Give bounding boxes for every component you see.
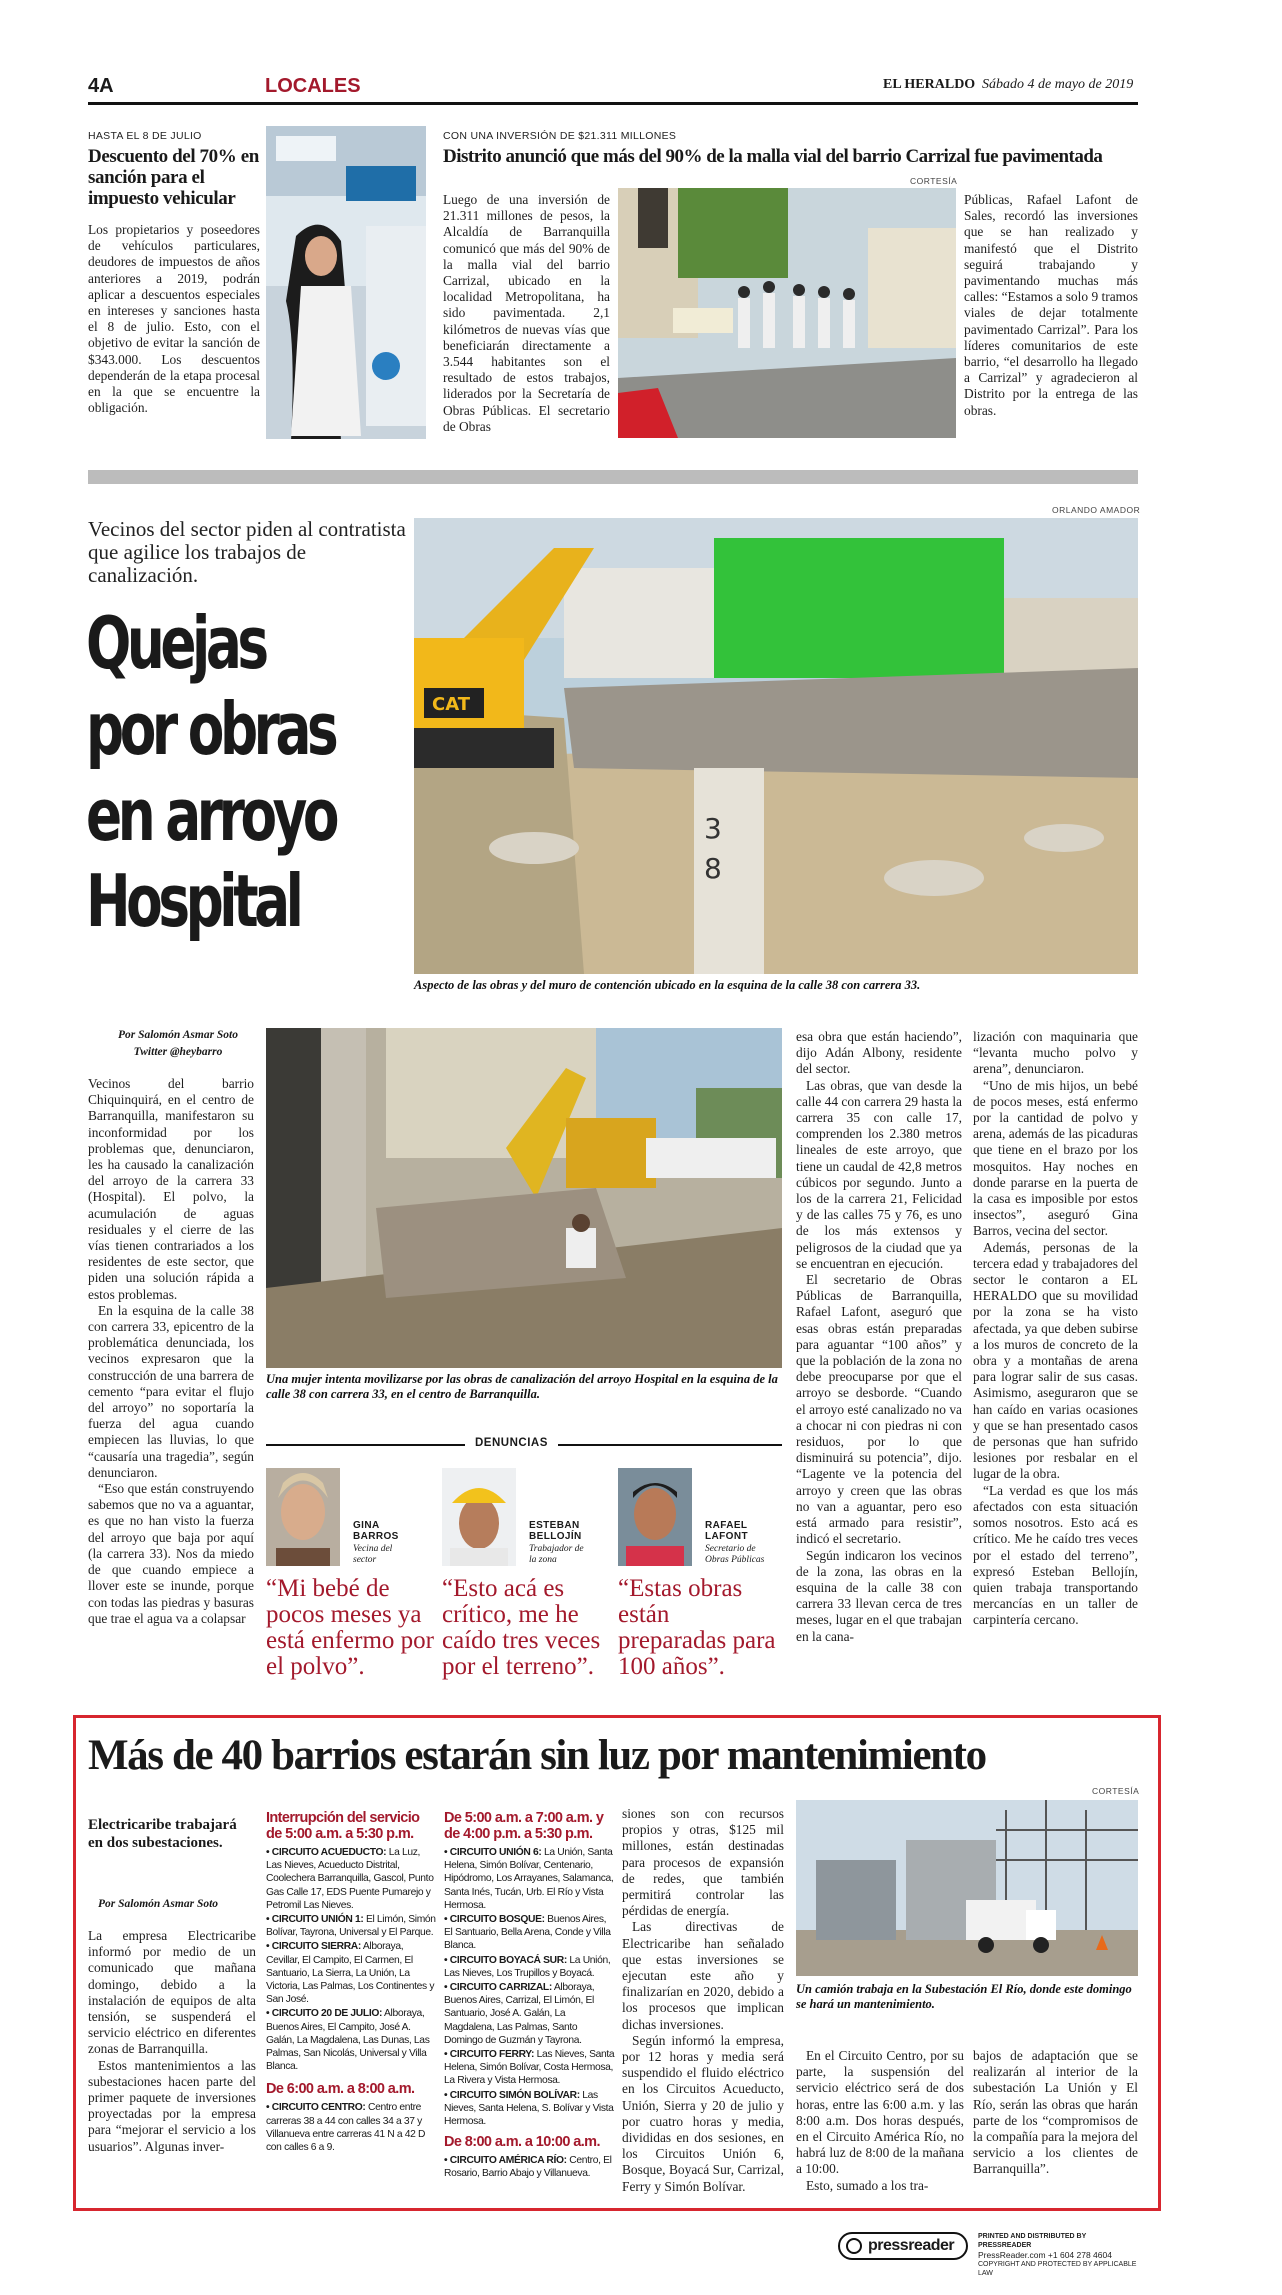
svg-text:3: 3: [704, 812, 722, 845]
carrizal-body-right: Públicas, Rafael Lafont de Sales, recordó las inversiones que se han realizado y manifestó que el Distrito seguirá trabajando y pavimentando muchas más calles: “Estamos a solo 9 tramos viales de dejar totalmente pavimentado Carrizal”. Para los líderes comunitarios de este barrio, “el desarrollo ha llegado a Carrizal” y agradecieron al Distrito por la entrega de las obras.: [964, 192, 1138, 418]
person-quote: “Estas obras están preparadas para 100 años”.: [618, 1575, 776, 1680]
main-col-1: Vecinos del barrio Chiquinquirá, en el centro de Barranquilla, manifestaron su inconformidad por los problemas que, denunciaron, les ha causado la canalización del arroyo de la carrera 33 (Hospital). El polvo, la acumulación de aguas residuales y el cierre de las vías tienen contrariados a los residentes de este sector, que piden una solución rápida a estos problemas. En la esquina de la calle 38 con carrera 33, epicentro de la problemática denunciada, los vecinos expresaron que la construcción de una barrera de cemento “para evitar el flujo del arroyo” no soportaría la fuerza del agua cuando empiecen las lluvias, lo que “causaría una tragedia”, según denunciaron. “Eso que están construyendo sabemos que no va a aguantar, es que no han visto la fuerza del arroyo que baja por aquí (la carrera 33). Nos da miedo de que cuando empiece a llover este se inunde, porque con todas las piedras y basuras que trae el agua va a colapsar: [88, 1076, 254, 1626]
schedule-column-b: [444, 1808, 616, 2182]
person-role: Vecina del sector: [353, 1544, 393, 1565]
schedule-column-a: [266, 1808, 436, 2155]
woman-photo-caption: Una mujer intenta movilizarse por las obras de canalización del arroyo Hospital en la esquina de la calle 38 con carrera 33, en el centro de Barranquilla.: [266, 1372, 778, 1401]
circuit-name: • CIRCUITO CARRIZAL:: [444, 1982, 552, 1994]
footer-line: PRINTED AND DISTRIBUTED BY PRESSREADER: [978, 2233, 1087, 2249]
main-photo: [414, 518, 1138, 974]
person-card: [442, 1468, 612, 1678]
person-card: [266, 1468, 436, 1678]
circuit-neighborhoods: El Limón, Simón Bolívar, Tayrona, Universal y El Parque.: [266, 1914, 436, 1939]
circuit-neighborhoods: Alboraya, Cevillar, El Campito, El Carmen, El Santuario, La Sierra, La Unión, La Victoria, Las Palmas, Los Continentes y San José.: [266, 1941, 435, 2006]
power-photo-credit: CORTESÍA: [1092, 1786, 1140, 1796]
circuit-neighborhoods: La Luz, Las Nieves, Acueducto Distrital, Coolechera Barranquilla, Gascol, Punto Gas Calle 17, EDS Puente Pumarejo y Petromil Las Nieves.: [266, 1847, 434, 1911]
schedule-item: [444, 1846, 616, 1912]
pressreader-brand: pressreader: [868, 2237, 955, 2254]
circuit-name: • CIRCUITO BOYACÁ SUR:: [444, 1954, 567, 1966]
carrizal-photo-credit: CORTESÍA: [910, 176, 958, 186]
svg-text:8: 8: [704, 852, 722, 885]
schedule-list: [444, 2154, 616, 2180]
power-col-3: siones son con recursos propios y otras, $125 mil millones, están destinadas para procesos de expansión de redes, que también permitirá controlar las pérdidas de energía. Las directivas de Electricaribe han señalado que estas inversiones se ejecutan este año y finalizarían en 2020, debido a los procesos que implican dichas inversiones. Según informó la empresa, por 12 horas y media será suspendido el fluido eléctrico en los Circuitos Acueducto, Unión, Sierra y 20 de julio y por cuatro horas y media, divididas en dos sesiones, en los Circuitos Unión 6, Bosque, Boyacá Sur, Carrizal, Ferry y Simón Bolívar.: [622, 1806, 784, 2194]
schedule-item: [266, 2101, 436, 2154]
person-name: ESTEBAN BELLOJÍN: [529, 1520, 582, 1542]
person-role: Trabajador de la zona: [529, 1544, 584, 1565]
person-quote: “Mi bebé de pocos meses ya está enfermo por el polvo”.: [266, 1575, 434, 1680]
schedule-heading: De 8:00 a.m. a 10:00 a.m.: [444, 2134, 600, 2151]
circuit-neighborhoods: Las Nieves, Santa Helena, Simón Bolívar, Costa Hermosa, La Rivera y Vista Hermosa.: [444, 2049, 615, 2087]
avatar: [442, 1468, 516, 1566]
headline-line: Quejas: [86, 601, 265, 685]
person-name: RAFAEL LAFONT: [705, 1520, 748, 1542]
page-header: [88, 70, 1138, 102]
circuit-neighborhoods: La Unión, Santa Helena, Simón Bolívar, Centenario, Hipódromo, Los Arrayanes, Salamanca, Santa Inés, Tucán, Urb. El Río y Vista Hermosa.: [444, 1847, 614, 1911]
schedule-heading: Interrupción del servicio de 5:00 a.m. a 5:30 p.m.: [266, 1810, 420, 1842]
person-quote: “Esto acá es crítico, me he caído tres veces por el terreno”.: [442, 1575, 601, 1680]
masthead-name: EL HERALDO: [883, 77, 976, 92]
section-divider: [88, 470, 1138, 484]
person-name: GINA BARROS: [353, 1520, 399, 1542]
denuncias-label: DENUNCIAS: [465, 1437, 558, 1449]
footer-notice: [978, 2232, 1138, 2278]
carrizal-photo: [618, 188, 956, 438]
schedule-item: [444, 2154, 616, 2180]
person-role: Secretario de Obras Públicas: [705, 1544, 765, 1565]
main-col-3: esa obra que están haciendo”, dijo Adán Albony, residente del sector. Las obras, que van desde la calle 44 con carrera 29 hasta la carrera 35 con calle 17, comprenden los 2.380 metros lineales de este arroyo, que tiene un caudal de 42,8 metros cúbicos por segundo. Junto a los de la carrera 21, Felicidad y de las calles 75 y 76, es uno de los más extensos y peligrosos de la ciudad que ya se encuentran en ejecución. El secretario de Obras Públicas de Barranquilla, Rafael Lafont, aseguró que esas obras están preparadas para aguantar “100 años” y que la población de la zona no debe preocuparse por que el arroyo se desborde. “Cuando el arroyo esté canalizado no va a chocar ni con piedras ni con residuos, por lo que disminuirá su potencia”, dijo. “Lagente ve la potencia del arroyo y creen que las obras no van a aguantar, pero eso está armado para resistir”, indicó el secretario. Según indicaron los vecinos de la zona, las obras en la esquina de la calle 38 con carrera 33 llevan cerca de tres meses, lugar en el que trabajan en la cana-: [796, 1029, 962, 1644]
schedule-item: [266, 1940, 436, 2006]
main-photo-caption: Aspecto de las obras y del muro de contención ubicado en la esquina de la calle 38 con carrera 33.: [414, 978, 921, 992]
main-photo-credit: ORLANDO AMADOR: [1052, 505, 1141, 515]
woman-photo: [266, 1028, 782, 1368]
schedule-item: [444, 1913, 616, 1953]
svg-text:CAT: CAT: [432, 694, 471, 715]
avatar: [266, 1468, 340, 1566]
circuit-neighborhoods: Alboraya, Buenos Aires, El Campito, José A. Galán, La Magdalena, Las Dunas, Las Palmas, San Nicolás, Universal y Villa Blanca.: [266, 2008, 430, 2073]
substation-photo-caption: Un camión trabaja en la Subestación El Río, donde este domingo se hará un mantenimiento.: [796, 1982, 1132, 2011]
page-number: 4A: [88, 75, 114, 97]
schedule-list: [266, 2101, 436, 2154]
circuit-name: • CIRCUITO SIERRA:: [266, 1941, 361, 1953]
circuit-neighborhoods: Buenos Aires, El Santuario, Bella Arena, Conde y Villa Blanca.: [444, 1914, 611, 1952]
avatar: [618, 1468, 692, 1566]
carrizal-body-left: Luego de una inversión de 21.311 millones de pesos, la Alcaldía de Barranquilla comunicó que más del 90% de la malla vial del barrio Carrizal, ubicado en la localidad Metropolitana, ha sido pavimentada. 2,1 kilómetros de nuevas vías que beneficiarán directamente a 3.544 habitantes son el resultado de estos trabajos, liderados por la Secretaría de Obras Públicas. El secretario de Obras: [443, 192, 610, 434]
power-col-4: En el Circuito Centro, por su parte, la suspensión del servicio eléctrico será de dos horas, entre las 6:00 a.m. y las 8:00 a.m. Dos horas después, en el Circuito América Río, no habrá luz de 8:00 de la mañana a 10:00. Esto, sumado a los tra-: [796, 2048, 964, 2193]
schedule-list: [266, 1846, 436, 2073]
headline-line: en arroyo: [86, 773, 336, 857]
circuit-neighborhoods: Las Nieves, Santa Helena, S. Bolívar y Vista Hermosa.: [444, 2089, 614, 2128]
circuit-name: • CIRCUITO SIMÓN BOLÍVAR:: [444, 2089, 580, 2101]
pressreader-icon: [846, 2238, 862, 2254]
person-card: [618, 1468, 782, 1678]
power-byline: Por Salomón Asmar Soto: [98, 1898, 219, 1910]
circuit-neighborhoods: La Unión, Las Nieves, Los Trupillos y Boyacá.: [444, 1954, 611, 1979]
tax-kicker: HASTA EL 8 DE JULIO: [88, 130, 202, 142]
schedule-item: [444, 1981, 616, 2047]
schedule-item: [266, 1846, 436, 1912]
tax-body: Los propietarios y poseedores de vehículos particulares, deudores de impuestos de años anteriores a 2019, podrán aplicar a descuentos especiales en intereses y sanciones hasta el 8 de julio. Esto, con el objetivo de evitar la sanción de $343.000. Los descuentos dependerán de la etapa procesal en la que se encuentre la obligación.: [88, 222, 260, 416]
schedule-item: [444, 2089, 616, 2129]
circuit-neighborhoods: Centro, El Rosario, Barrio Abajo y Villanueva.: [444, 2155, 612, 2180]
circuit-neighborhoods: Centro entre carreras 38 a 44 con calles 34 a 37 y Villanueva entre carreras 41 N a 42 D con calles 6 a 9.: [266, 2102, 426, 2154]
main-byline: Por Salomón Asmar Soto: [117, 1029, 239, 1041]
tax-headline: Descuento del 70% en sanción para el impuesto vehicular: [88, 146, 259, 209]
footer-line: PressReader.com +1 604 278 4604: [978, 2250, 1112, 2260]
headline-line: Hospital: [86, 859, 300, 943]
circuit-name: • CIRCUITO CENTRO:: [266, 2102, 366, 2114]
circuit-name: • CIRCUITO BOSQUE:: [444, 1914, 545, 1926]
tax-photo: [266, 126, 426, 439]
power-col-1: La empresa Electricaribe informó por medio de un comunicado que mañana domingo, debido a la instalación de equipos de alta tensión, se suspenderá el servicio eléctrico en diferentes zonas de Barranquilla. Estos mantenimientos a las subestaciones hacen parte del primer paquete de inversiones proyectadas por la empresa para “mejorar el servicio a los usuarios”. Algunas inver-: [88, 1928, 256, 2154]
schedule-item: [444, 2048, 616, 2088]
circuit-name: • CIRCUITO UNIÓN 6:: [444, 1847, 542, 1858]
schedule-heading: De 5:00 a.m. a 7:00 a.m. y de 4:00 p.m. a 5:30 p.m.: [444, 1810, 604, 1842]
main-deck: Vecinos del sector piden al contratista que agilice los trabajos de canalización.: [88, 517, 406, 587]
power-deck: Electricaribe trabajará en dos subestaciones.: [88, 1817, 237, 1851]
schedule-item: [266, 2007, 436, 2073]
main-headline: [86, 600, 336, 944]
section-label: LOCALES: [265, 75, 361, 97]
schedule-heading: De 6:00 a.m. a 8:00 a.m.: [266, 2081, 415, 2098]
power-headline: Más de 40 barrios estarán sin luz por mantenimiento: [88, 1732, 986, 1779]
headline-line: por obras: [86, 687, 335, 771]
pressreader-logo[interactable]: [838, 2232, 968, 2260]
carrizal-kicker: CON UNA INVERSIÓN DE $21.311 MILLONES: [443, 130, 677, 142]
circuit-name: • CIRCUITO ACUEDUCTO:: [266, 1847, 387, 1858]
circuit-name: • CIRCUITO AMÉRICA RÍO:: [444, 2155, 567, 2167]
schedule-item: [444, 1954, 616, 1980]
circuit-neighborhoods: Alboraya, Buenos Aires, Carrizal, El Limón, El Santuario, José A. Galán, La Magdalena, Las Palmas, Santo Domingo de Guzmán y Tayrona.: [444, 1982, 595, 2046]
schedule-list: [444, 1846, 616, 2128]
carrizal-headline: Distrito anunció que más del 90% de la malla vial del barrio Carrizal fue pavimentada: [443, 146, 1103, 167]
power-col-5: bajos de adaptación que se realizarán al interior de la subestación La Unión y El Río, serán las obras que harán parte de los “compromisos de la compañía para la mejora del servicio a los clientes de Barranquilla”.: [973, 2048, 1138, 2177]
schedule-item: [266, 1913, 436, 1939]
substation-photo: [796, 1800, 1138, 1976]
main-col-4: lización con maquinaria que “levanta mucho polvo y arena”, denunciaron. “Uno de mis hijos, un bebé de pocos meses, está enfermo por la cantidad de polvo y arena, además de las picaduras que tiene en el brazo por los mosquitos. Hay noches en donde pararse en la puerta de la casa es imposible por estos insectos”, aseguró Gina Barros, vecina del sector. Además, personas de la tercera edad y trabajadores del sector le contaron a EL HERALDO que su movilidad por la zona se ha visto afectada, ya que deben subirse a los muros de concreto de la obra y a montañas de arena para lograr salir de sus casas. Asimismo, aseguraron que se han caído en varias ocasiones y que se han presentado casos de personas que han sufrido lesiones por resbalar en el lugar de la obra. “La verdad es que los más afectados con esta situación somos nosotros. Esto acá es crítico. Me he caído tres veces por el estado del terreno”, expresó Esteban Bellojín, quien trabaja transportando mercancías en un taller de carpintería cercano.: [973, 1029, 1138, 1628]
footer-line: COPYRIGHT AND PROTECTED BY APPLICABLE LAW: [978, 2261, 1137, 2277]
issue-date: Sábado 4 de mayo de 2019: [982, 77, 1134, 92]
circuit-name: • CIRCUITO FERRY:: [444, 2049, 535, 2061]
circuit-name: • CIRCUITO UNIÓN 1:: [266, 1914, 364, 1926]
header-rule: [88, 102, 1138, 105]
main-twitter: Twitter @heybarro: [133, 1046, 223, 1058]
circuit-name: • CIRCUITO 20 DE JULIO:: [266, 2008, 383, 2020]
